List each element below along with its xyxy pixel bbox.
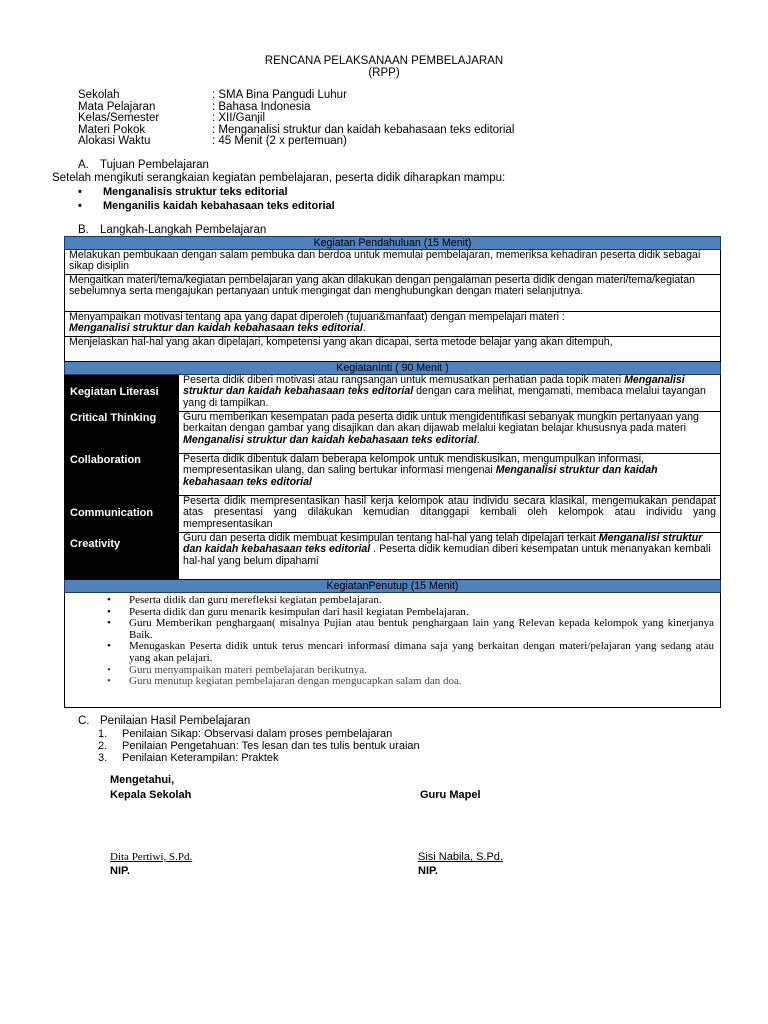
literasi-content: Peserta didik diberi motivasi atau rangsangan untuk memusatkan perhatian pada topik materi Menganalisi struktur dan kaidah kebahasaan teks editorial dengan cara melihat, mengamati, membaca melalui tayangan yang di tampilkan. [179, 375, 721, 412]
communication-content: Peserta didik mempresentasikan hasil kerja kelompok atau individu secara klasikal, mengemukakan pendapat atas presentasi yang dilakukan kemudian ditanggapi kembali oleh kelompok atau individu yang mempresentasikan [179, 496, 721, 533]
document-title: RENCANA PELAKSANAAN PEMBELAJARAN [264, 55, 504, 67]
list-item: • Peserta didik dan guru menarik kesimpulan dari hasil kegiatan Pembelajaran. [107, 605, 469, 618]
list-item: • Guru menutup kegiatan pembelajaran dengan mengucapkan salam dan doa. [107, 675, 462, 688]
list-item: • Guru Memberikan penghargaan( misalnya Pujian atau bentuk penghargaan lain yang Relevan kepada kelompok yang kinerjanya Baik. [107, 617, 714, 641]
list-item: • Guru menyampaikan materi pembelajaran berikutnya. [107, 663, 367, 676]
critical-thinking-label: Critical Thinking [65, 412, 179, 454]
info-row-materi: Materi Pokok : Menganalisi struktur dan kaidah kebahasaan teks editorial [78, 123, 515, 136]
pendahuluan-row: Menjelaskan hal-hal yang akan dipelajari, kompetensi yang akan dicapai, serta metode belajar yang akan ditempuh, [65, 337, 721, 362]
section-b-heading: B. Langkah-Langkah Pembelajaran [78, 224, 267, 236]
document-subtitle: (RPP) [368, 67, 400, 79]
guru-nip: NIP. [418, 865, 438, 877]
literasi-label: Kegiatan Literasi [65, 375, 179, 412]
goal-item: • Menganilis kaidah kebahasaan teks editorial [78, 200, 335, 212]
guru-mapel-name: Sisi Nabila, S.Pd. [418, 851, 503, 863]
kepala-sekolah-name: Dita Pertiwi, S.Pd. [110, 851, 193, 863]
pendahuluan-row: Mengaitkan materi/tema/kegiatan pembelajaran yang akan dilakukan dengan pengalaman peserta didik dengan materi/tema/kegiatan sebelumnya serta mengajukan pertanyaan untuk mengingat dan menghubungkan dengan materi selanjutnya. [65, 275, 721, 312]
info-row-mapel: Mata Pelajaran : Bahasa Indonesia [78, 100, 311, 113]
mengetahui-label: Mengetahui, [110, 774, 175, 786]
pendahuluan-row: Melakukan pembukaan dengan salam pembuka dan berdoa untuk memulai pembelajaran, memeriksa kehadiran peserta didik sebagai sikap disiplin [65, 250, 721, 275]
penilaian-item: 2. Penilaian Pengetahuan: Tes lesan dan tes tulis bentuk uraian [98, 740, 420, 752]
learning-steps-table [64, 236, 721, 708]
penutup-list [105, 595, 714, 688]
penutup-content [65, 593, 721, 708]
kepala-sekolah-title: Kepala Sekolah [110, 789, 192, 801]
inti-header: KegiatanInti ( 90 Menit ) [65, 362, 721, 375]
info-row-alokasi: Alokasi Waktu : 45 Menit (2 x pertemuan) [78, 135, 347, 148]
critical-thinking-content: Guru memberikan kesempatan pada peserta didik untuk mengidentifikasi sebanyak mungkin pertanyaan yang berkaitan dengan gambar yang disajikan dan akan dijawab melalui kegiatan belajar khususnya pada materi Menganalisi struktur dan kaidah kebahasaan teks editorial. [179, 412, 721, 454]
collaboration-label: Collaboration [65, 454, 179, 496]
guru-mapel-title: Guru Mapel [420, 789, 481, 801]
list-item: • Peserta didik dan guru merefleksi kegiatan pembelajaran. [107, 594, 382, 606]
list-item: • Menugaskan Peserta didik untuk terus mencari informasi dimana saja yang berkaitan dengan materi/pelajaran yang sedang atau yang akan pelajari. [107, 640, 714, 664]
kepala-nip: NIP. [110, 865, 130, 877]
section-a-intro: Setelah mengikuti serangkaian kegiatan pembelajaran, peserta didik diharapkan mampu: [52, 172, 506, 184]
communication-label: Communication [65, 496, 179, 533]
pendahuluan-row: Menyampaikan motivasi tentang apa yang dapat diperoleh (tujuan&manfaat) dengan mempelajari materi : Menganalisi struktur dan kaidah kebahasaan teks editorial. [65, 312, 721, 337]
creativity-label: Creativity [65, 533, 179, 580]
penilaian-item: 1. Penilaian Sikap: Observasi dalam proses pembelajaran [98, 728, 393, 740]
penilaian-item: 3. Penilaian Keterampilan: Praktek [98, 752, 279, 764]
creativity-content: Guru dan peserta didik membuat kesimpulan tentang hal-hal yang telah dipelajari terkait Menganalisi struktur dan kaidah kebahasaan teks editorial . Peserta didik kemudian diberi kesempatan untuk menanyakan kembali hal-hal yang belum dipahami [179, 533, 721, 580]
section-c-heading: C. Penilaian Hasil Pembelajaran [78, 715, 251, 727]
collaboration-content: Peserta didik dibentuk dalam beberapa kelompok untuk mendiskusikan, mengumpulkan informasi, mempresentasikan ulang, dan saling bertukar informasi mengenai Menganalisi struktur dan kaidah kebahasaan teks editorial [179, 454, 721, 496]
info-row-sekolah: Sekolah : SMA Bina Pangudi Luhur [78, 89, 347, 101]
info-row-kelas: Kelas/Semester : XII/Ganjil [78, 112, 266, 125]
pendahuluan-header: Kegiatan Pendahuluan (15 Menit) [65, 237, 721, 250]
section-a-heading: A. Tujuan Pembelajaran [78, 159, 209, 171]
goal-item: • Menganalisis struktur teks editorial [78, 186, 288, 198]
info-block [78, 90, 514, 148]
penutup-header: KegiatanPenutup (15 Menit) [65, 580, 721, 593]
